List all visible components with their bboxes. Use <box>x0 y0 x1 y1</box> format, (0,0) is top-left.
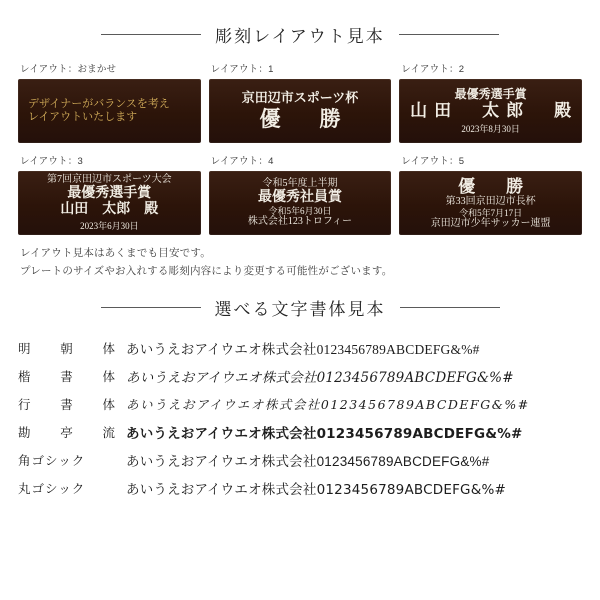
plate-line: 京田辺市少年サッカー連盟 <box>430 217 551 229</box>
font-name-char: 勘 <box>18 426 32 440</box>
plate-line: 第33回京田辺市長杯 <box>445 196 536 208</box>
plate-label: レイアウト：4 <box>210 156 274 167</box>
plate-label: レイアウト：2 <box>401 64 465 75</box>
font-sample-list <box>0 334 600 502</box>
plate-grid-row-2 <box>0 153 600 235</box>
font-sample-row <box>18 418 582 446</box>
plate-cell <box>205 61 396 143</box>
font-sample-text: あいうえおアイウエオ株式会社0123456789ABCDEFG&%# <box>126 370 514 386</box>
font-name-char: 亭 <box>60 426 74 440</box>
font-sample-row <box>18 474 582 502</box>
font-sample-row <box>18 362 582 390</box>
plate-label: レイアウト：5 <box>401 156 465 167</box>
font-name-char: 体 <box>102 398 116 412</box>
plate-line: 2023年8月30日 <box>461 124 520 134</box>
engraving-plate <box>209 171 392 235</box>
plate-line: 優 勝 <box>458 176 531 196</box>
font-sample-row <box>18 334 582 362</box>
plate-line: 山田 太郎 殿 <box>60 202 159 218</box>
plate-label: レイアウト：3 <box>20 156 83 167</box>
notes-gap <box>0 281 600 295</box>
plate-line: 第7回京田辺市スポーツ大会 <box>47 174 172 186</box>
plate-cell <box>395 61 586 143</box>
plate-line: 京田辺市スポーツ杯 <box>241 89 359 105</box>
font-name-char: 楷 <box>18 370 32 384</box>
font-name-char: 流 <box>102 426 116 440</box>
font-sample-text: あいうえおアイウエオ株式会社0123456789ABCDEFG&%# <box>126 397 530 412</box>
plate-cell <box>205 153 396 235</box>
plate-line: 山田 太郎 殿 <box>410 101 579 121</box>
engraving-plate <box>18 79 201 143</box>
plate-cell <box>14 153 205 235</box>
font-name <box>18 395 126 413</box>
note-line: プレートのサイズやお入れする彫刻内容により変更する可能性がございます。 <box>20 265 393 277</box>
engraving-plate <box>399 79 582 143</box>
heading-rule-right <box>399 34 499 35</box>
engraving-plate <box>18 171 201 235</box>
plate-label: レイアウト：1 <box>210 64 274 75</box>
font-name-char: 体 <box>102 342 116 356</box>
note-line: レイアウト見本はあくまでも目安です。 <box>20 247 211 259</box>
plate-line: 2023年6月30日 <box>80 221 139 232</box>
engraving-plate <box>399 171 582 235</box>
font-name-char: 書 <box>60 370 74 384</box>
plate-label: レイアウト：おまかせ <box>20 64 117 75</box>
heading-rule-right <box>400 307 500 308</box>
font-name <box>18 451 126 469</box>
plate-row-gap <box>0 143 600 153</box>
font-name-char: 体 <box>102 370 116 384</box>
plate-line: 最優秀社員賞 <box>257 189 342 205</box>
plate-line: 株式会社123トロフィー <box>247 216 353 228</box>
font-name-char: 角ゴシック <box>18 454 86 468</box>
plate-line: 優 勝 <box>259 106 350 131</box>
font-sample-text: あいうえおアイウエオ株式会社0123456789ABCDEFG&%# <box>126 426 523 442</box>
plate-cell <box>14 61 205 143</box>
layout-section-heading <box>0 22 600 47</box>
fonts-section-heading <box>0 295 600 320</box>
plate-cell <box>395 153 586 235</box>
font-sample-row <box>18 446 582 474</box>
plate-line: レイアウトいたします <box>28 111 138 123</box>
plate-line: 最優秀選手賞 <box>454 86 527 101</box>
top-spacer <box>0 0 600 22</box>
plate-line: 最優秀選手賞 <box>67 185 152 201</box>
font-name <box>18 423 126 441</box>
plate-line: デザイナーがバランスを考え <box>28 98 170 111</box>
fonts-section-title: 選べる文字書体見本 <box>214 300 386 319</box>
font-name-char: 行 <box>18 398 32 412</box>
heading-gap <box>0 47 600 61</box>
engraving-plate <box>209 79 392 143</box>
layout-notes <box>0 245 600 278</box>
heading-rule-left <box>101 34 201 35</box>
font-name-char: 書 <box>60 398 74 412</box>
layout-section-title: 彫刻レイアウト見本 <box>215 27 385 46</box>
font-sample-row <box>18 390 582 418</box>
font-sample-text: あいうえおアイウエオ株式会社0123456789ABCDEFG&%# <box>126 482 506 498</box>
font-name <box>18 339 126 357</box>
font-name-char: 丸ゴシック <box>18 482 86 496</box>
font-name-char: 朝 <box>60 342 74 356</box>
plate-line: 令和5年6月30日 <box>268 205 332 216</box>
font-sample-text: あいうえおアイウエオ株式会社0123456789ABCDEFG&%# <box>126 454 490 469</box>
plate-line: 令和5年7月17日 <box>459 207 523 218</box>
font-name-char: 明 <box>18 342 32 356</box>
heading-rule-left <box>101 307 201 308</box>
plate-grid-row-1 <box>0 61 600 143</box>
font-sample-text: あいうえおアイウエオ株式会社0123456789ABCDEFG&%# <box>126 342 480 357</box>
font-name <box>18 367 126 385</box>
plate-line: 令和5年度上半期 <box>262 178 338 190</box>
font-name <box>18 479 126 497</box>
